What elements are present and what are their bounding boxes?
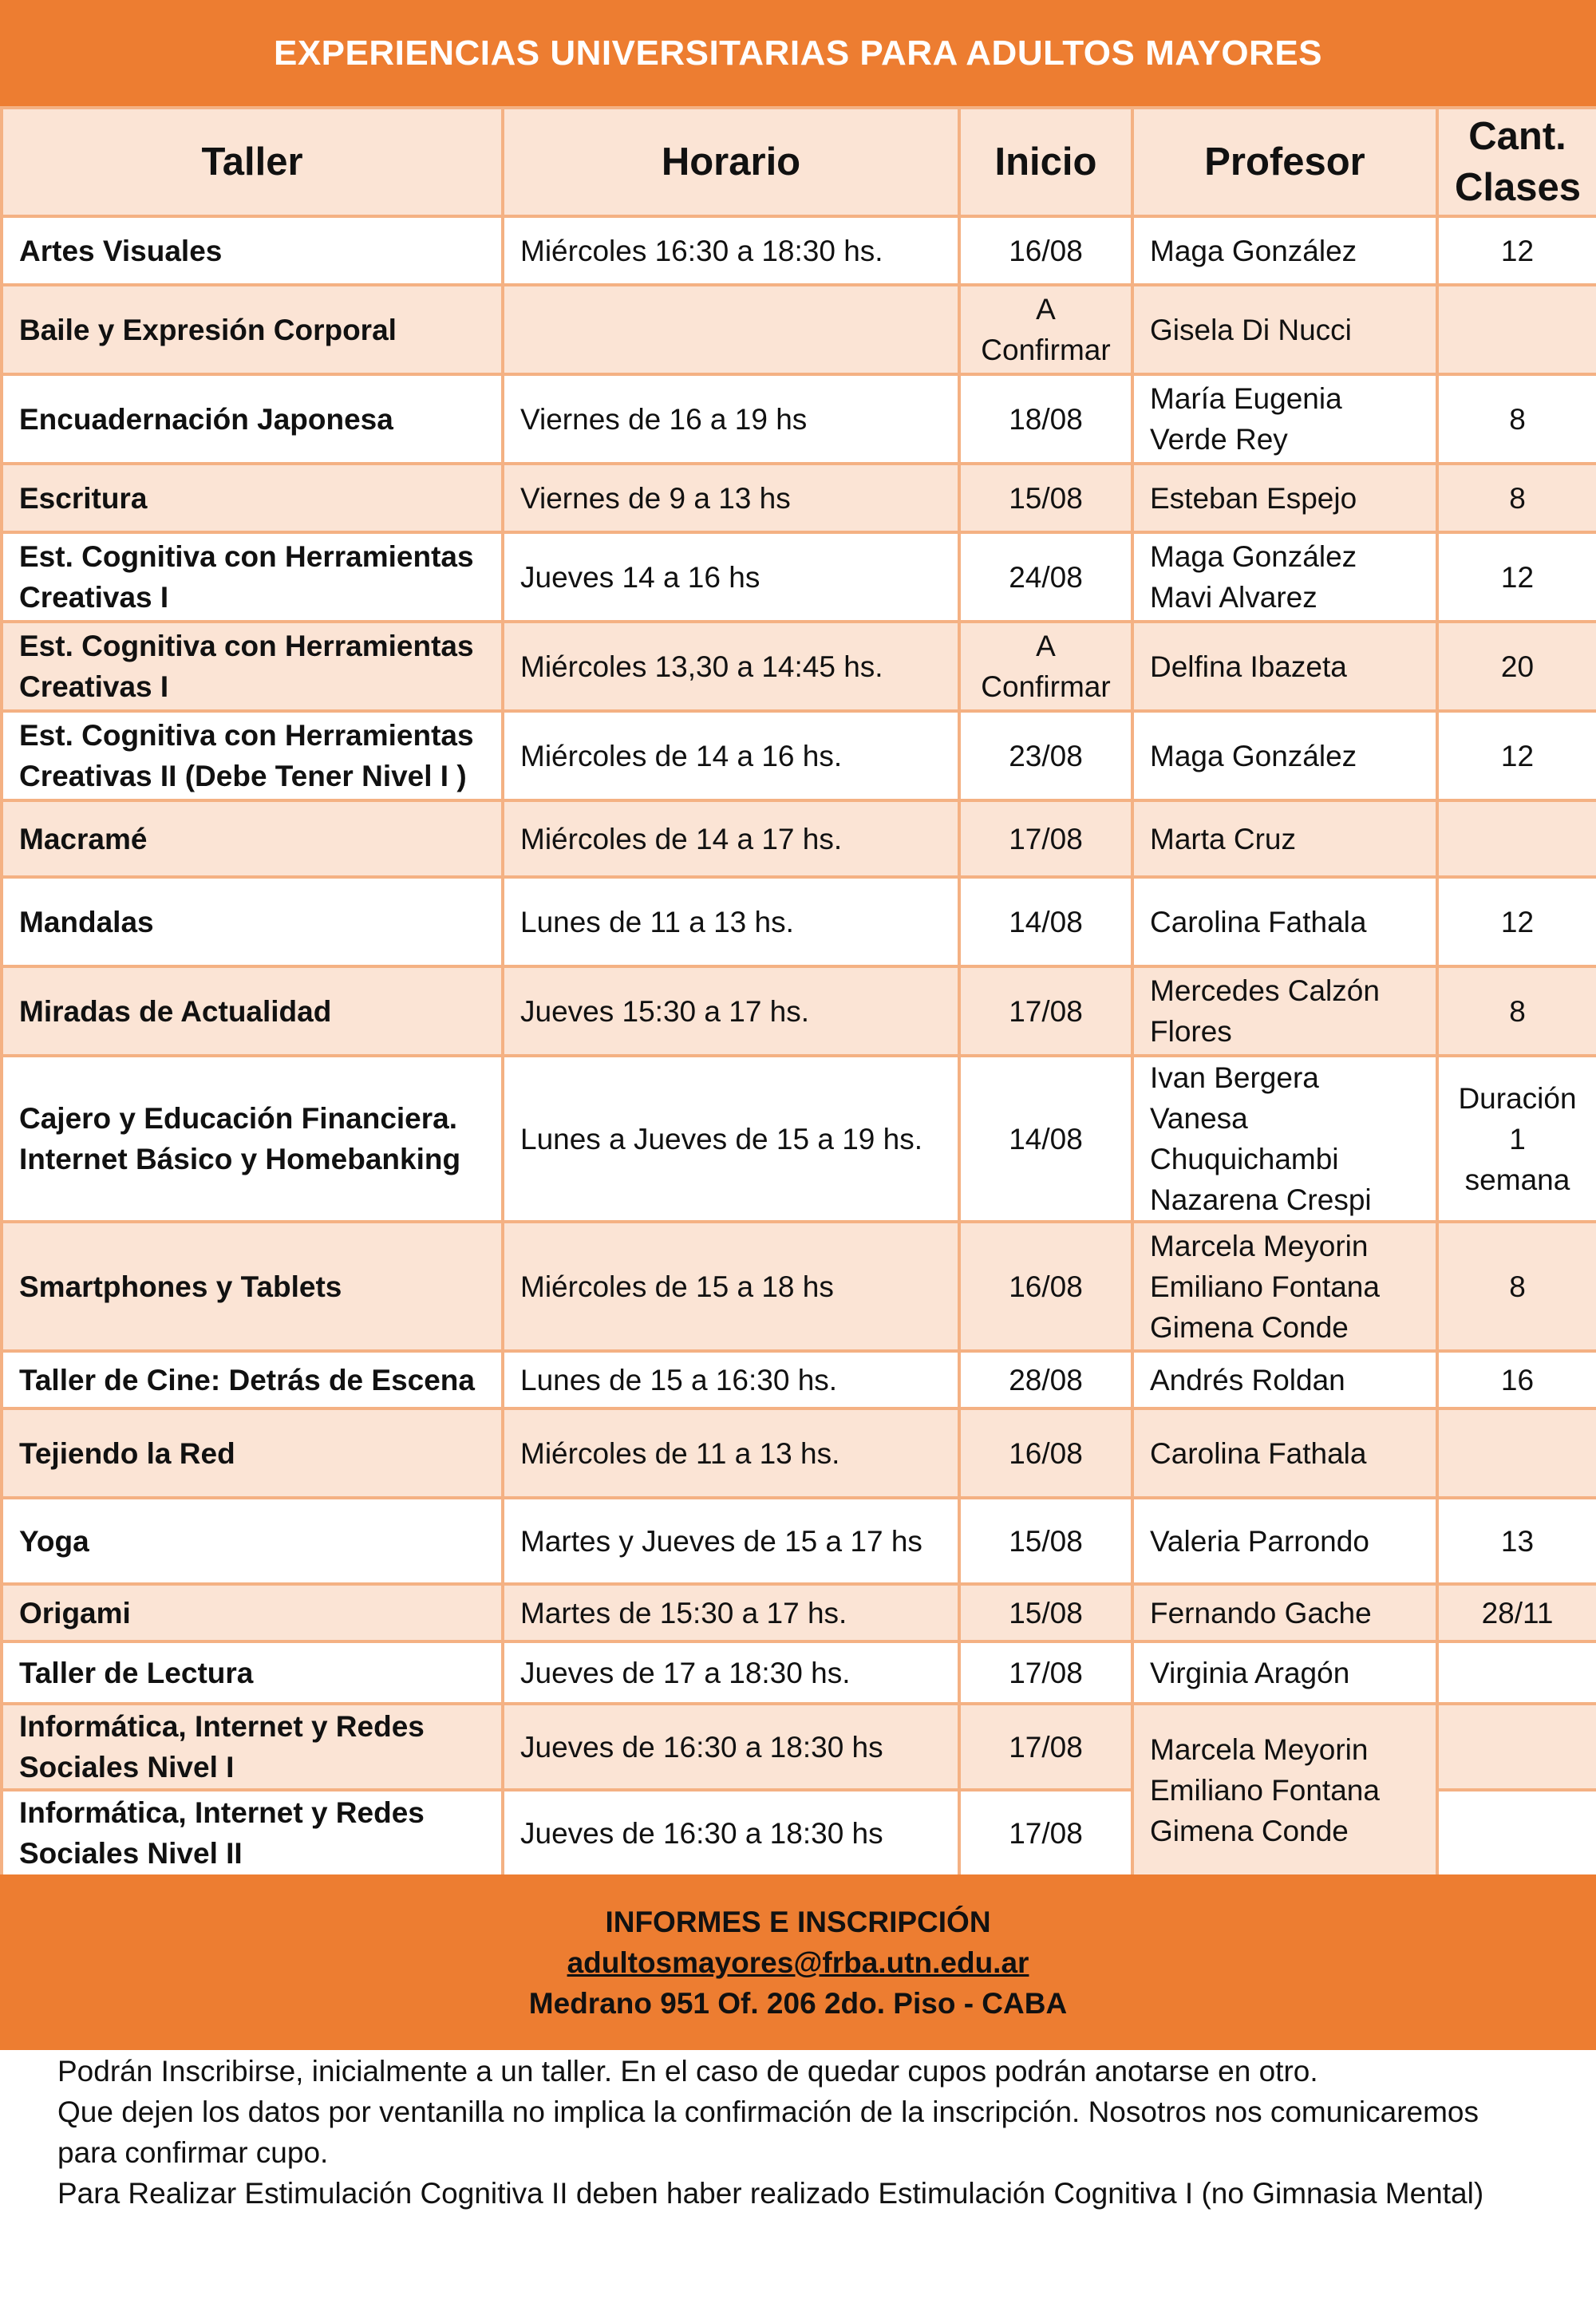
cell-inicio-text: 15/08 [1009,481,1083,515]
cell-taller [2,1056,503,1222]
col-header-cant-line1: Cant. [1468,115,1566,158]
cell-profesor-text: Gisela Di Nucci [1150,313,1352,346]
cell-horario [503,877,959,966]
cell-inicio [959,1641,1132,1704]
cell-inicio-text: Confirmar [981,670,1111,703]
cell-horario-text: Lunes de 11 a 13 hs. [520,905,794,938]
cell-cant-clases [1437,1222,1596,1351]
cell-cant-clases [1437,532,1596,622]
cell-taller-text: Taller de Lectura [19,1656,254,1689]
cell-cant-clases [1437,622,1596,711]
cell-profesor [1132,622,1437,711]
cell-horario-text: Jueves 14 a 16 hs [520,560,760,594]
cell-horario [503,532,959,622]
cell-cant-clases-text: 16 [1500,1363,1535,1396]
note-line: Para Realizar Estimulación Cognitiva II deben haber realizado Estimulación Cognitiva I (no Gimnasia Mental) [57,2177,1484,2210]
cell-inicio [959,285,1132,374]
cell-inicio-text: 15/08 [1009,1524,1083,1558]
cell-inicio [959,1222,1132,1351]
cell-horario [503,1790,959,1876]
cell-cant-clases [1437,800,1596,877]
cell-taller [2,1704,503,1790]
cell-horario [503,1056,959,1222]
cell-horario [503,622,959,711]
cell-profesor-text: Maga González [1150,234,1357,267]
cell-taller [2,216,503,285]
cell-cant-clases-text: Duración [1458,1081,1577,1115]
cell-cant-clases-text: 12 [1500,905,1535,938]
cell-profesor-text: Ivan Bergera [1150,1061,1319,1094]
cell-inicio [959,1704,1132,1790]
cell-horario-text: Jueves de 16:30 a 18:30 hs [520,1730,883,1764]
header-row [2,108,1596,216]
cell-cant-clases-text: 8 [1509,1270,1526,1303]
cell-profesor-text: María Eugenia [1150,382,1342,415]
schedule-table [0,106,1596,1878]
cell-horario [503,285,959,374]
cell-profesor-text: Esteban Espejo [1150,481,1357,515]
cell-taller-text: Mandalas [19,905,154,938]
cell-inicio [959,711,1132,800]
cell-taller [2,711,503,800]
cell-profesor-text: Vanesa [1150,1102,1248,1135]
cell-profesor [1132,1584,1437,1641]
cell-horario [503,966,959,1056]
cell-taller-text: Informática, Internet y Redes [19,1710,425,1743]
table-row [2,374,1596,464]
cell-horario-text: Martes de 15:30 a 17 hs. [520,1596,847,1630]
cell-profesor-text: Chuquichambi [1150,1143,1339,1175]
contact-address: Medrano 951 Of. 206 2do. Piso - CABA [528,1986,1068,2020]
cell-profesor [1132,800,1437,877]
col-header-horario: Horario [503,108,959,216]
page-title: EXPERIENCIAS UNIVERSITARIAS PARA ADULTOS MAYORES [273,33,1323,73]
cell-inicio-text: 17/08 [1009,1656,1083,1689]
cell-profesor-text: Flores [1150,1015,1232,1048]
cell-horario-text: Miércoles 13,30 a 14:45 hs. [520,650,883,683]
cell-taller-text: Creativas I [19,581,169,614]
cell-inicio-text: A [1036,630,1056,662]
cell-profesor [1132,216,1437,285]
contact-heading: INFORMES E INSCRIPCIÓN [605,1905,991,1938]
cell-profesor-text: Valeria Parrondo [1150,1524,1369,1558]
cell-horario-text: Miércoles de 14 a 17 hs. [520,822,843,855]
cell-inicio [959,374,1132,464]
cell-profesor-text: Emiliano Fontana [1150,1270,1380,1303]
cell-taller [2,1498,503,1584]
cell-taller-text: Taller de Cine: Detrás de Escena [19,1363,475,1396]
table-row [2,285,1596,374]
col-header-cant [1437,108,1596,216]
cell-profesor-text: Verde Rey [1150,423,1288,456]
cell-horario [503,1704,959,1790]
cell-profesor-text: Andrés Roldan [1150,1363,1345,1396]
cell-cant-clases-text: 13 [1500,1524,1535,1558]
cell-cant-clases-text: 12 [1500,560,1535,594]
cell-taller [2,1790,503,1876]
table-row [2,966,1596,1056]
cell-taller [2,1351,503,1408]
cell-horario [503,800,959,877]
cell-cant-clases-text: semana [1464,1163,1570,1196]
cell-inicio-text: 17/08 [1009,822,1083,855]
cell-profesor [1132,464,1437,532]
col-header-profesor: Profesor [1132,108,1437,216]
cell-horario [503,216,959,285]
cell-profesor [1132,1222,1437,1351]
cell-taller-text: Macramé [19,822,148,855]
table-row [2,1704,1596,1790]
cell-taller-text: Est. Cognitiva con Herramientas [19,719,474,752]
cell-horario [503,464,959,532]
cell-horario-text: Jueves de 16:30 a 18:30 hs [520,1816,883,1850]
cell-taller-text: Miradas de Actualidad [19,994,332,1028]
cell-horario-text: Viernes de 16 a 19 hs [520,402,808,436]
cell-profesor [1132,1704,1437,1876]
cell-inicio-text: 14/08 [1009,905,1083,938]
cell-profesor [1132,966,1437,1056]
cell-cant-clases [1437,285,1596,374]
col-header-taller: Taller [2,108,503,216]
cell-taller [2,1408,503,1498]
table-row [2,464,1596,532]
cell-taller-text: Escritura [19,481,148,515]
cell-profesor [1132,711,1437,800]
table-row [2,1408,1596,1498]
cell-inicio [959,800,1132,877]
cell-inicio-text: 23/08 [1009,739,1083,772]
cell-profesor-text: Mavi Alvarez [1150,581,1317,614]
cell-horario-text: Jueves de 17 a 18:30 hs. [520,1656,851,1689]
table-row [2,800,1596,877]
cell-cant-clases [1437,374,1596,464]
cell-inicio [959,966,1132,1056]
cell-profesor-text: Maga González [1150,540,1357,573]
cell-profesor-text: Fernando Gache [1150,1596,1372,1630]
cell-taller-text: Baile y Expresión Corporal [19,313,397,346]
cell-inicio-text: 16/08 [1009,1270,1083,1303]
cell-profesor-text: Gimena Conde [1150,1814,1349,1847]
cell-profesor [1132,1351,1437,1408]
cell-taller-text: Est. Cognitiva con Herramientas [19,630,474,662]
cell-cant-clases [1437,1584,1596,1641]
cell-cant-clases [1437,1056,1596,1222]
cell-inicio [959,1498,1132,1584]
cell-inicio-text: 15/08 [1009,1596,1083,1630]
cell-horario-text: Miércoles de 14 a 16 hs. [520,739,843,772]
cell-horario-text: Martes y Jueves de 15 a 17 hs [520,1524,922,1558]
cell-cant-clases [1437,711,1596,800]
cell-taller-text: Tejiendo la Red [19,1436,235,1470]
cell-taller-text: Creativas II (Debe Tener Nivel I ) [19,760,467,792]
cell-inicio-text: 18/08 [1009,402,1083,436]
cell-profesor-text: Marcela Meyorin [1150,1732,1369,1766]
cell-taller [2,877,503,966]
cell-cant-clases-text: 8 [1509,402,1526,436]
cell-taller [2,966,503,1056]
table-row [2,1222,1596,1351]
cell-inicio [959,622,1132,711]
table-row [2,216,1596,285]
cell-profesor [1132,285,1437,374]
cell-cant-clases [1437,877,1596,966]
cell-taller-text: Creativas I [19,670,169,703]
cell-inicio-text: Confirmar [981,334,1111,366]
table-row [2,1056,1596,1222]
note-line: Podrán Inscribirse, inicialmente a un taller. En el caso de quedar cupos podrán anotarse en otro. [57,2055,1318,2088]
cell-profesor-text: Carolina Fathala [1150,1436,1367,1470]
cell-horario-text: Lunes de 15 a 16:30 hs. [520,1363,838,1396]
cell-cant-clases [1437,1790,1596,1876]
cell-inicio-text: A [1036,293,1056,326]
cell-taller-text: Cajero y Educación Financiera. [19,1102,458,1135]
cell-taller-text: Yoga [19,1524,89,1558]
cell-inicio-text: 17/08 [1009,994,1083,1028]
cell-horario [503,1498,959,1584]
cell-inicio-text: 14/08 [1009,1122,1083,1155]
contact-banner [0,1874,1596,2050]
cell-profesor [1132,1408,1437,1498]
cell-inicio-text: 24/08 [1009,560,1083,594]
cell-inicio [959,1408,1132,1498]
cell-inicio [959,532,1132,622]
cell-cant-clases-text: 28/11 [1481,1596,1554,1630]
notes-block [57,2051,1542,2214]
cell-cant-clases-text: 8 [1509,481,1526,515]
cell-horario-text: Miércoles de 11 a 13 hs. [520,1436,840,1470]
cell-taller [2,464,503,532]
cell-taller-text: Internet Básico y Homebanking [19,1143,461,1175]
cell-profesor [1132,877,1437,966]
cell-horario-text: Viernes de 9 a 13 hs [520,481,791,515]
cell-taller [2,622,503,711]
cell-horario-text: Lunes a Jueves de 15 a 19 hs. [520,1122,922,1155]
cell-cant-clases-text: 8 [1509,994,1526,1028]
col-header-cant-line2: Clases [1455,166,1582,209]
cell-taller-text: Sociales Nivel I [19,1751,235,1784]
cell-profesor [1132,1498,1437,1584]
cell-profesor-text: Delfina Ibazeta [1150,650,1347,683]
cell-profesor-text: Virginia Aragón [1150,1656,1350,1689]
cell-inicio [959,877,1132,966]
cell-inicio [959,1584,1132,1641]
cell-profesor-text: Carolina Fathala [1150,905,1367,938]
cell-profesor [1132,1641,1437,1704]
cell-profesor-text: Gimena Conde [1150,1310,1349,1344]
cell-cant-clases [1437,464,1596,532]
cell-profesor [1132,374,1437,464]
cell-cant-clases-text: 12 [1500,739,1535,772]
table-row [2,622,1596,711]
cell-taller-text: Est. Cognitiva con Herramientas [19,540,474,573]
cell-inicio-text: 28/08 [1009,1363,1083,1396]
cell-taller-text: Sociales Nivel II [19,1837,243,1870]
cell-taller [2,285,503,374]
cell-horario-text: Miércoles 16:30 a 18:30 hs. [520,234,883,267]
cell-profesor-text: Emiliano Fontana [1150,1773,1380,1807]
cell-inicio-text: 17/08 [1009,1730,1083,1764]
cell-horario [503,374,959,464]
col-header-inicio: Inicio [959,108,1132,216]
cell-cant-clases [1437,1641,1596,1704]
cell-profesor-text: Maga González [1150,739,1357,772]
contact-email-link[interactable]: adultosmayores@frba.utn.edu.ar [567,1946,1029,1979]
cell-profesor-text: Marta Cruz [1150,822,1296,855]
cell-profesor-text: Marcela Meyorin [1150,1229,1369,1262]
cell-profesor [1132,1056,1437,1222]
cell-cant-clases [1437,216,1596,285]
cell-inicio [959,1056,1132,1222]
cell-taller-text: Encuadernación Japonesa [19,402,393,436]
cell-cant-clases [1437,966,1596,1056]
cell-horario [503,1584,959,1641]
cell-horario [503,1641,959,1704]
cell-taller-text: Smartphones y Tablets [19,1270,342,1303]
table-row [2,1584,1596,1641]
table-row [2,1351,1596,1408]
table-row [2,711,1596,800]
cell-taller [2,1641,503,1704]
cell-cant-clases [1437,1408,1596,1498]
cell-inicio-text: 16/08 [1009,1436,1083,1470]
cell-profesor-text: Mercedes Calzón [1150,974,1380,1007]
cell-taller [2,374,503,464]
cell-horario [503,1351,959,1408]
cell-inicio [959,1790,1132,1876]
cell-inicio-text: 16/08 [1009,234,1083,267]
cell-cant-clases [1437,1704,1596,1790]
cell-inicio [959,216,1132,285]
cell-profesor-text: Nazarena Crespi [1150,1183,1372,1216]
note-line: Que dejen los datos por ventanilla no implica la confirmación de la inscripción. Nosotros nos comunicaremos para confirmar cupo. [57,2096,1479,2169]
cell-horario-text: Jueves 15:30 a 17 hs. [520,994,810,1028]
cell-taller [2,532,503,622]
title-banner [0,0,1596,106]
cell-horario [503,711,959,800]
cell-inicio-text: 17/08 [1009,1816,1083,1850]
cell-cant-clases-text: 12 [1500,234,1535,267]
cell-taller [2,1222,503,1351]
table-row [2,1641,1596,1704]
cell-inicio [959,464,1132,532]
cell-taller-text: Artes Visuales [19,234,223,267]
cell-taller [2,800,503,877]
cell-cant-clases [1437,1498,1596,1584]
cell-taller [2,1584,503,1641]
table-row [2,532,1596,622]
cell-profesor [1132,532,1437,622]
cell-horario [503,1222,959,1351]
cell-cant-clases [1437,1351,1596,1408]
cell-cant-clases-text: 20 [1500,650,1535,683]
cell-taller-text: Informática, Internet y Redes [19,1796,425,1829]
cell-inicio [959,1351,1132,1408]
table-row [2,1498,1596,1584]
cell-horario-text: Miércoles de 15 a 18 hs [520,1270,834,1303]
cell-taller-text: Origami [19,1596,131,1630]
table-row [2,877,1596,966]
cell-cant-clases-text: 1 [1509,1122,1526,1155]
cell-horario [503,1408,959,1498]
